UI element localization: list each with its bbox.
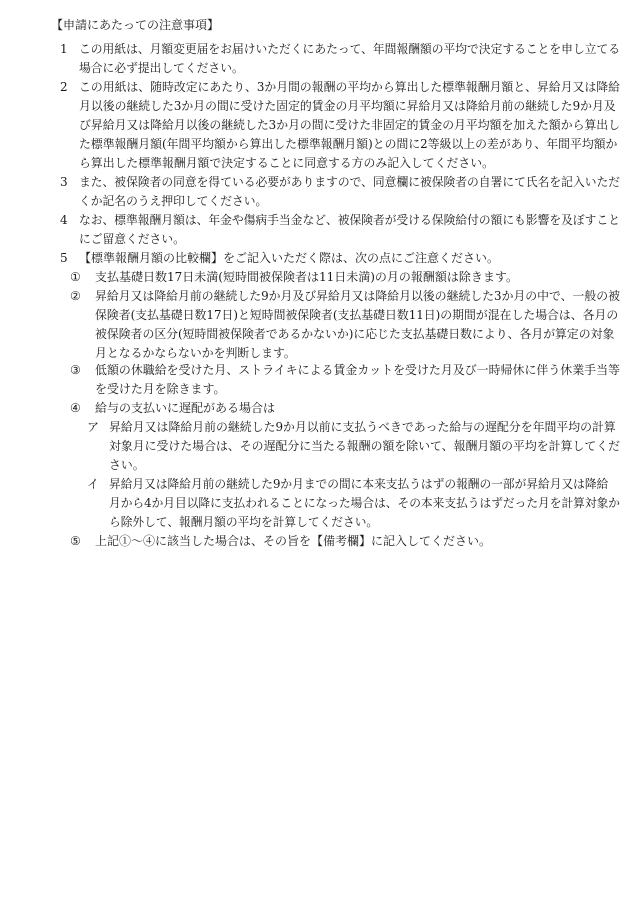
item-number: 1 <box>60 42 68 56</box>
item-text <box>79 211 630 249</box>
item-text <box>79 78 627 173</box>
text-line: 昇給月又は降給月前の継続した9か月までの間に本来支払うはずの報酬の一部が昇給月又は降給 <box>109 477 609 491</box>
notice-title: 【申請にあたっての注意事項】 <box>51 18 220 32</box>
subitem-text <box>95 361 623 399</box>
item-text <box>79 40 630 78</box>
kana-marker: イ <box>87 477 100 491</box>
subitem-text <box>95 399 275 418</box>
text-line: 月から4か月目以降に支払われることになった場合は、その本来支払うはずだった月を計算対象か <box>109 496 621 510</box>
subitem-marker: ③ <box>70 363 81 377</box>
text-line: なお、標準報酬月額は、年金や傷病手当金など、被保険者が受ける保険給付の額にも影響を及ぼすこと <box>79 213 620 227</box>
item-number: 2 <box>60 80 68 94</box>
text-line: 低額の休職給を受けた月、ストライキによる賃金カットを受けた月及び一時帰休に伴う休業手当等 <box>95 363 620 377</box>
subitem-marker: ② <box>70 289 81 303</box>
text-line: び昇給月又は降給月以後の継続した3か月の間に受けた非固定的賃金の月平均額を加えた額から算出し <box>79 118 621 132</box>
text-line: ら除外して、報酬月額の平均を計算してください。 <box>109 515 379 529</box>
text-line: 被保険者の区分(短時間被保険者であるかないか)に応じた支払基礎日数により、各月が算定の対象 <box>95 327 615 341</box>
text-line: 保険者(支払基礎日数17日)と短時間被保険者(支払基礎日数11日)の期間が混在した場合は、各月の <box>95 308 619 322</box>
text-line: 昇給月又は降給月前の継続した9か月以前に支払うべきであった給与の遅配分を年間平均の計算 <box>109 420 616 434</box>
subitem-marker: ① <box>70 270 81 284</box>
text-line: ら算出した標準報酬月額で決定することに同意する方のみ記入してください。 <box>79 156 494 170</box>
item-number: 4 <box>60 213 68 227</box>
text-line: また、被保険者の同意を得ている必要がありますので、同意欄に被保険者の自署にて氏名を記入いただ <box>79 175 621 189</box>
subitem-text <box>95 287 626 363</box>
subitem-marker: ④ <box>70 401 81 415</box>
item-text <box>79 249 499 268</box>
kana-text <box>109 418 625 475</box>
item-number: 3 <box>60 175 68 189</box>
text-line: 支払基礎日数17日未満(短時間被保険者は11日未満)の月の報酬額は除きます。 <box>95 270 518 284</box>
text-line: この用紙は、随時改定にあたり、3か月間の報酬の平均から算出した標準報酬月額と、昇給月又は降給 <box>79 80 621 94</box>
text-line: た標準報酬月額(年間平均額から算出した標準報酬月額)との間に2等級以上の差があり、年間平均額か <box>79 137 618 151</box>
text-line: 場合に必ず提出してください。 <box>79 61 244 75</box>
text-line: 上記①～④に該当した場合は、その旨を【備考欄】に記入してください。 <box>95 534 492 548</box>
text-line: 昇給月又は降給月前の継続した9か月及び昇給月又は降給月以後の継続した3か月の中で、一般の被 <box>95 289 620 303</box>
text-line: 月以後の継続した3か月の間に受けた固定的賃金の月平均額に昇給月又は降給月前の継続した9か月及 <box>79 99 616 113</box>
subitem-marker: ⑤ <box>70 534 81 548</box>
text-line: さい。 <box>109 458 145 472</box>
item-number: 5 <box>60 251 68 265</box>
text-line: 月となるかならないかを判断します。 <box>95 346 296 360</box>
text-line: を受けた月を除きます。 <box>95 382 226 396</box>
subitem-text <box>95 268 518 287</box>
subitem-text <box>95 532 491 551</box>
item-text <box>79 173 630 211</box>
kana-text <box>109 475 630 532</box>
text-line: 【標準報酬月額の比較欄】をご記入いただく際は、次の点にご注意ください。 <box>79 251 500 265</box>
text-line: この用紙は、月額変更届をお届けいただくにあたって、年間報酬額の平均で決定することを申し立てる <box>79 42 621 56</box>
text-line: 対象月に受けた場合は、その遅配分に当たる報酬の額を除いて、報酬月額の平均を計算してくだ <box>109 439 621 453</box>
text-line: 給与の支払いに遅配がある場合は <box>95 401 276 415</box>
text-line: くか記名のうえ押印してください。 <box>79 194 268 208</box>
text-line: にご留意ください。 <box>79 232 185 246</box>
kana-marker: ア <box>87 420 100 434</box>
